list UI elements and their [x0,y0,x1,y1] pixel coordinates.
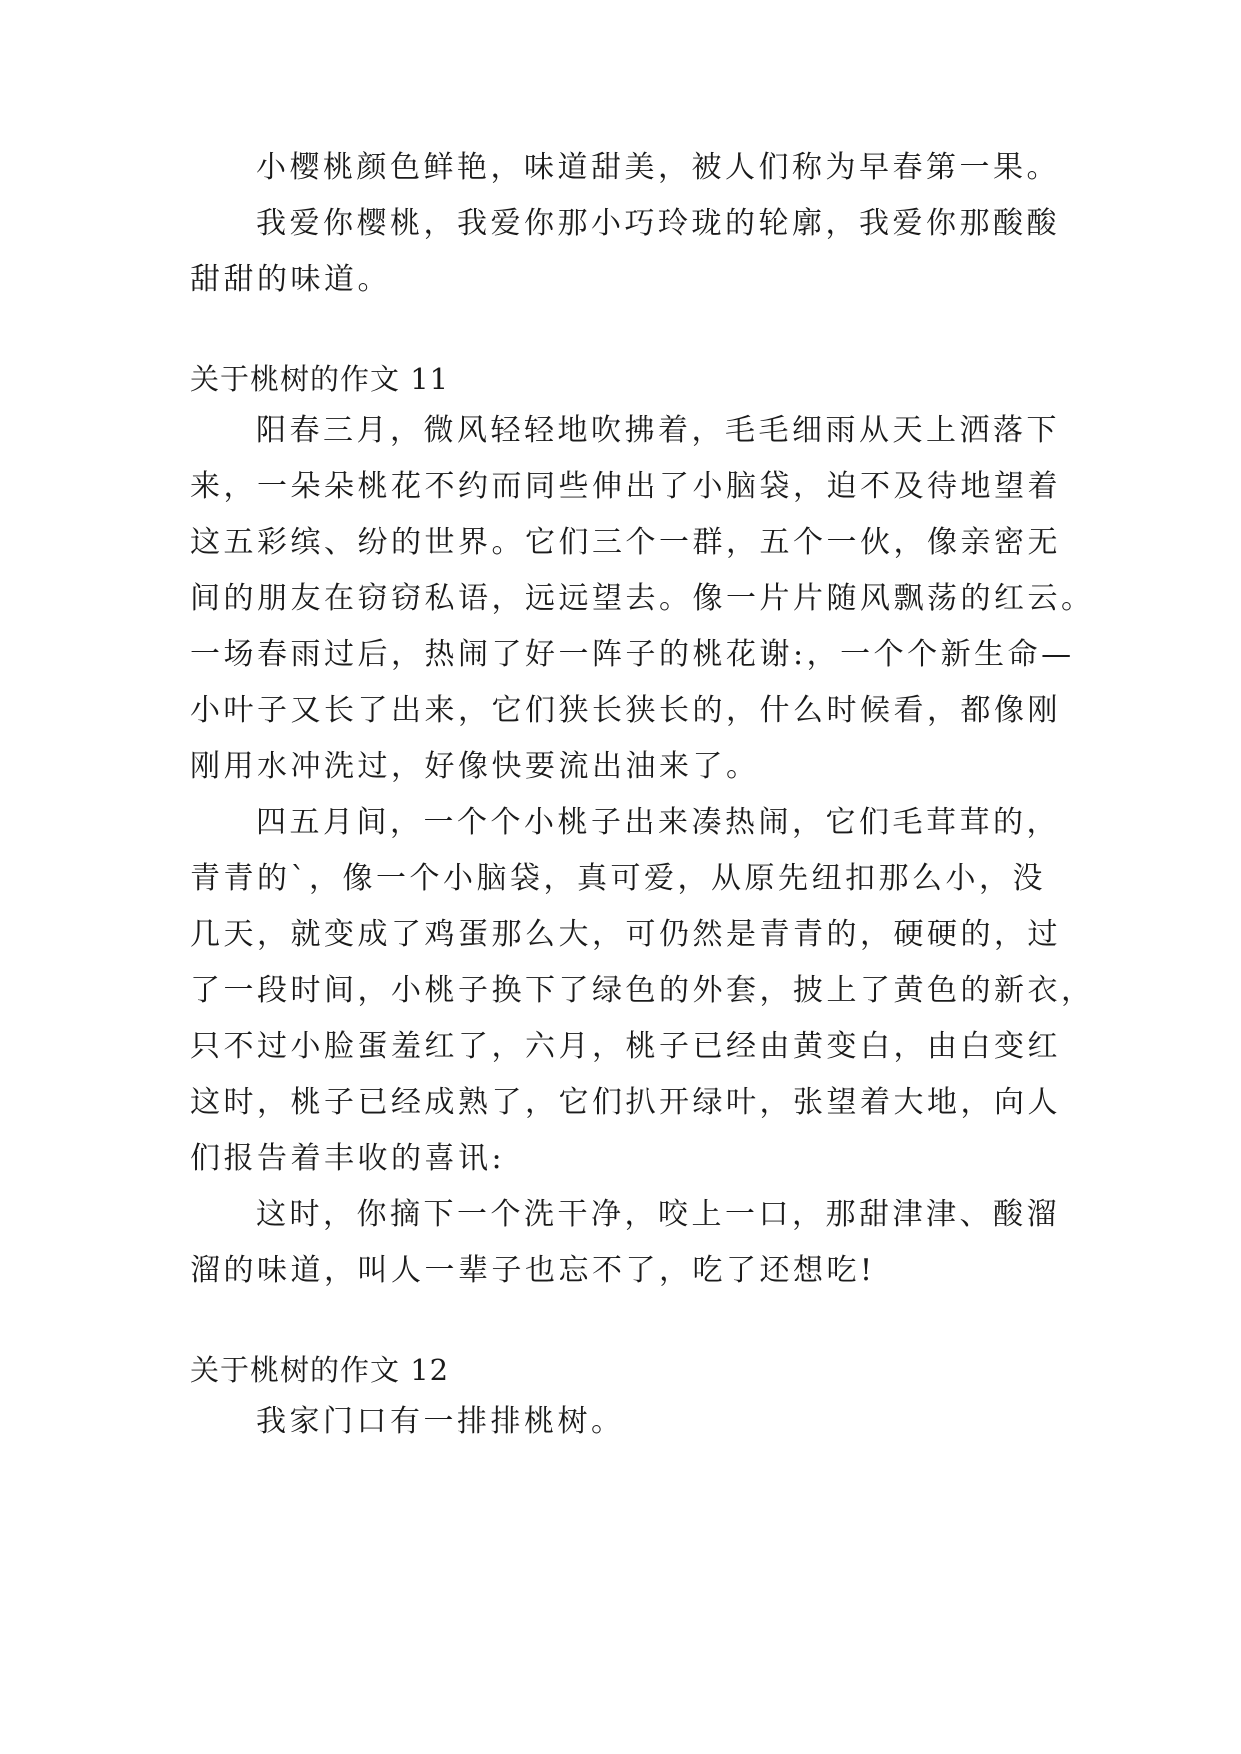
paragraph-line: 甜甜的味道。 [190,262,391,297]
paragraph-line: 们报告着丰收的喜讯: [190,1141,506,1176]
paragraph-line: 我家门口有一排排桃树。 [256,1404,625,1439]
paragraph-line: 溜的味道，叫人一辈子也忘不了，吃了还想吃! [190,1253,876,1288]
paragraph-line: 这时，你摘下一个洗干净，咬上一口，那甜津津、酸溜 [256,1197,1060,1232]
paragraph-line: 阳春三月，微风轻轻地吹拂着，毛毛细雨从天上洒落下 [256,413,1060,448]
paragraph-line: 这时，桃子已经成熟了，它们扒开绿叶，张望着大地，向人 [190,1085,1061,1120]
paragraph-line: 这五彩缤、纷的世界。它们三个一群，五个一伙，像亲密无 [190,525,1061,560]
paragraph-line: 了一段时间，小桃子换下了绿色的外套，披上了黄色的新衣， [190,973,1095,1008]
paragraph-line: 只不过小脸蛋羞红了，六月，桃子已经由黄变白，由白变红 [190,1029,1061,1064]
paragraph-line: 青青的`，像一个小脑袋，真可爱，从原先纽扣那么小，没 [190,861,1046,896]
paragraph-line: 小樱桃颜色鲜艳，味道甜美，被人们称为早春第一果。 [256,150,1060,185]
paragraph-line: 四五月间，一个个小桃子出来凑热闹，它们毛茸茸的， [256,805,1060,840]
section-heading: 关于桃树的作文 11 [190,362,450,396]
paragraph-line: 来，一朵朵桃花不约而同些伸出了小脑袋，迫不及待地望着 [190,469,1061,504]
paragraph-line: 间的朋友在窃窃私语，远远望去。像一片片随风飘荡的红云。 [190,581,1095,616]
paragraph-line: 一场春雨过后，热闹了好一阵子的桃花谢:，一个个新生命— [190,637,1075,672]
paragraph-line: 几天，就变成了鸡蛋那么大，可仍然是青青的，硬硬的，过 [190,917,1061,952]
paragraph-line: 小叶子又长了出来，它们狭长狭长的，什么时候看，都像刚 [190,693,1061,728]
section-heading: 关于桃树的作文 12 [190,1353,450,1387]
paragraph-line: 刚用水冲洗过，好像快要流出油来了。 [190,749,760,784]
paragraph-line: 我爱你樱桃，我爱你那小巧玲珑的轮廓，我爱你那酸酸 [256,206,1060,241]
